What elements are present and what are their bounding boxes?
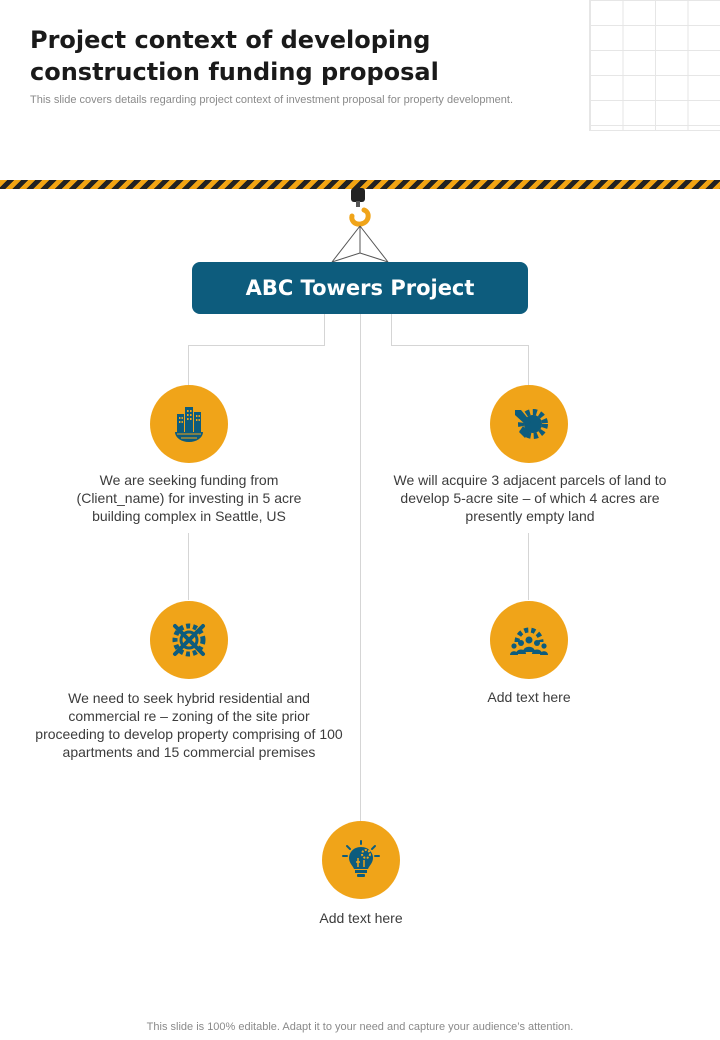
item-2-circle bbox=[490, 385, 568, 463]
tools-gear-icon bbox=[167, 618, 211, 662]
grid-decoration bbox=[589, 0, 720, 131]
lightbulb-gear-icon bbox=[339, 838, 383, 882]
connector bbox=[188, 533, 189, 600]
connector bbox=[528, 345, 529, 385]
connector bbox=[391, 314, 392, 345]
item-4-text: Add text here bbox=[487, 689, 571, 705]
building-icon bbox=[167, 402, 211, 446]
item-5-text: Add text here bbox=[319, 910, 403, 926]
connector bbox=[360, 314, 361, 821]
crane-hook-icon bbox=[330, 186, 390, 266]
connector bbox=[391, 345, 528, 346]
footer-note: This slide is 100% editable. Adapt it to your need and capture your audience’s attention. bbox=[146, 1021, 574, 1033]
root-label: ABC Towers Project bbox=[245, 276, 475, 300]
item-5-circle bbox=[322, 821, 400, 899]
root-node bbox=[192, 262, 528, 314]
item-3-text: We need to seek hybrid residential and commercial re – zoning of the site prior proceeding to develop property comprising of 100 apartments and 15 commercial premises bbox=[35, 690, 343, 760]
page-subtitle: This slide covers details regarding project context of investment proposal for property development. bbox=[30, 94, 514, 106]
item-2-text: We will acquire 3 adjacent parcels of land to develop 5-acre site – of which 4 acres are presently empty land bbox=[393, 472, 667, 524]
connector bbox=[528, 533, 529, 600]
item-4-circle bbox=[490, 601, 568, 679]
item-1-text: We are seeking funding from (Client_name) for investing in 5 acre building complex in Seattle, US bbox=[76, 472, 302, 524]
page-title: Project context of developing construction funding proposal bbox=[30, 26, 439, 86]
connector bbox=[188, 345, 325, 346]
item-1-circle bbox=[150, 385, 228, 463]
item-3-circle bbox=[150, 601, 228, 679]
connector bbox=[188, 345, 189, 385]
connector bbox=[324, 314, 325, 345]
wrench-gear-icon bbox=[507, 402, 551, 446]
team-gear-icon bbox=[507, 618, 551, 662]
